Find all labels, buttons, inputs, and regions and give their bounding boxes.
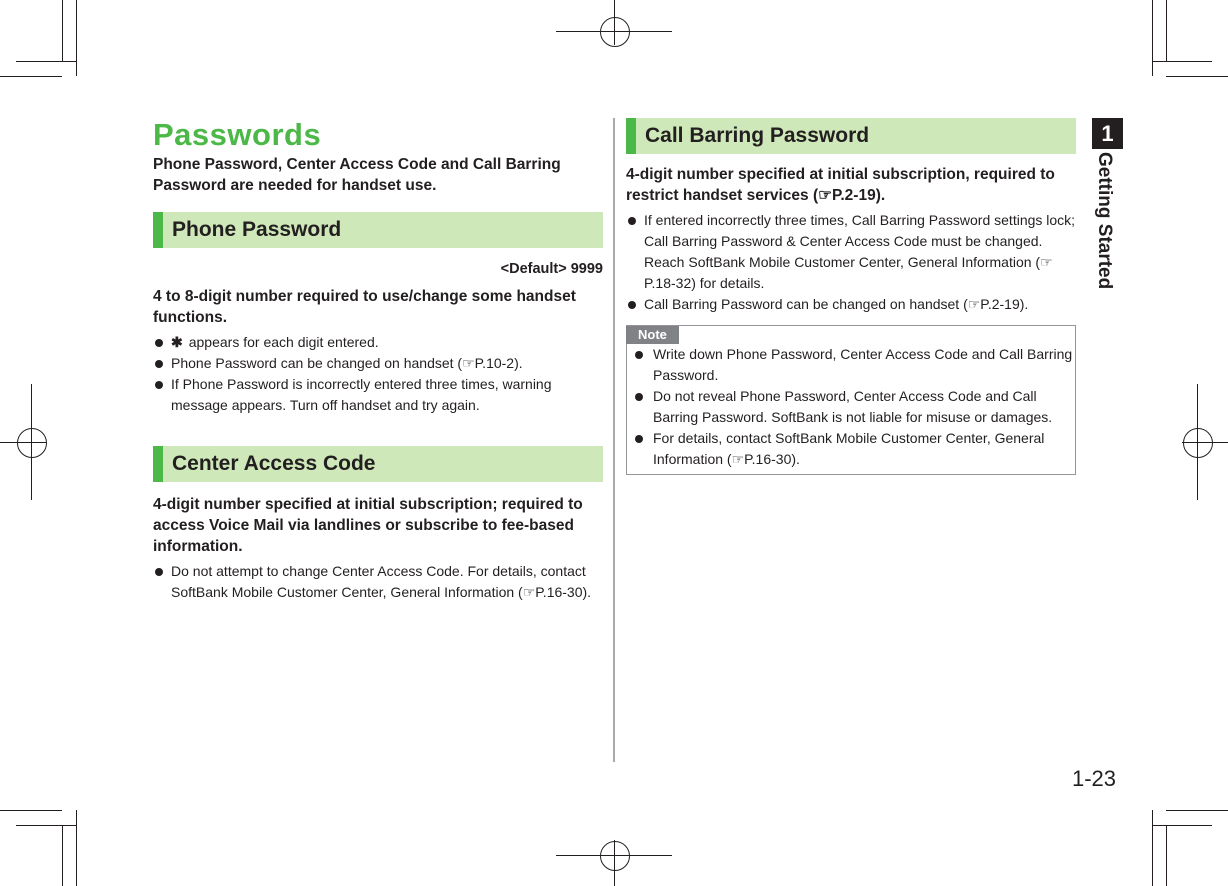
section-heading: Phone Password: [153, 212, 603, 248]
note-list: [633, 344, 1075, 470]
bullet-list: [153, 561, 603, 603]
phone-password-section: [153, 212, 603, 416]
list-item: [153, 561, 603, 603]
page-number: 1-23: [1072, 766, 1117, 791]
crop-mark: [62, 825, 63, 886]
section-lead: 4-digit number specified at initial subscription, required to restrict handset services (☞P.2-19).: [626, 166, 1055, 204]
list-item: [153, 353, 603, 374]
list-item: [633, 428, 1075, 470]
registration-circle: [1183, 428, 1213, 458]
list-item: [633, 386, 1075, 428]
list-item-text: If entered incorrectly three times, Call Barring Password settings lock; Call Barring Password & Center Access Code must be changed. Reach SoftBank Mobile Customer Center, General Information (☞P.18-32) for details.: [644, 212, 1076, 291]
crop-mark: [62, 0, 63, 61]
crop-mark: [76, 0, 77, 76]
crop-mark: [0, 810, 62, 811]
list-item-text: appears for each digit entered.: [188, 334, 379, 350]
list-item: [153, 332, 603, 353]
note-label: Note: [626, 326, 679, 344]
list-item: [626, 294, 1076, 315]
crop-mark: [76, 810, 77, 886]
page-title: Passwords: [153, 117, 322, 152]
crop-mark: [0, 76, 62, 77]
list-item: [633, 344, 1075, 386]
crop-mark: [1152, 825, 1212, 826]
chapter-label: Getting Started: [1094, 152, 1115, 290]
list-item-text: Do not attempt to change Center Access Code. For details, contact SoftBank Mobile Customer Center, General Information (☞P.16-30).: [171, 563, 592, 600]
chapter-number: 1: [1092, 118, 1123, 149]
note-box: [626, 325, 1076, 475]
bullet-list: [153, 332, 603, 416]
list-item-text: For details, contact SoftBank Mobile Customer Center, General Information (☞P.16-30).: [653, 430, 1045, 467]
crop-mark: [1152, 810, 1153, 886]
crop-mark: [16, 61, 76, 62]
call-barring-password-section: [626, 118, 1076, 315]
crop-mark: [1166, 0, 1167, 61]
page-intro: Phone Password, Center Access Code and Call Barring Password are needed for handset use.: [153, 156, 561, 194]
default-value: <Default> 9999: [500, 261, 603, 277]
section-heading: Center Access Code: [153, 446, 603, 482]
crop-mark: [1166, 810, 1228, 811]
section-lead: 4-digit number specified at initial subscription; required to access Voice Mail via landlines or subscribe to fee-based information.: [153, 496, 583, 555]
right-column: [626, 118, 1076, 475]
list-item-text: If Phone Password is incorrectly entered three times, warning message appears. Turn off handset and try again.: [171, 376, 552, 413]
registration-circle: [600, 841, 630, 871]
bullet-list: [626, 210, 1076, 315]
list-item-text: Phone Password can be changed on handset (☞P.10-2).: [171, 355, 523, 371]
crop-mark: [1152, 0, 1153, 76]
crop-mark: [16, 825, 76, 826]
column-divider: [613, 118, 615, 762]
registration-circle: [600, 17, 630, 47]
left-column: [153, 118, 603, 603]
crop-mark: [1166, 825, 1167, 886]
crop-mark: [1152, 61, 1212, 62]
list-item-text: Write down Phone Password, Center Access Code and Call Barring Password.: [653, 346, 1073, 383]
list-item-text: Call Barring Password can be changed on handset (☞P.2-19).: [644, 296, 1029, 312]
list-item-text: Do not reveal Phone Password, Center Access Code and Call Barring Password. SoftBank is not liable for misuse or damages.: [653, 388, 1053, 425]
section-lead: 4 to 8-digit number required to use/change some handset functions.: [153, 288, 576, 326]
registration-circle: [17, 428, 47, 458]
list-item: [153, 374, 603, 416]
section-heading: Call Barring Password: [626, 118, 1076, 154]
list-item: [626, 210, 1076, 294]
crop-mark: [1166, 76, 1228, 77]
chapter-label-tab: [1089, 152, 1125, 290]
center-access-code-section: [153, 446, 603, 603]
asterisk-icon: ✱: [171, 334, 183, 350]
